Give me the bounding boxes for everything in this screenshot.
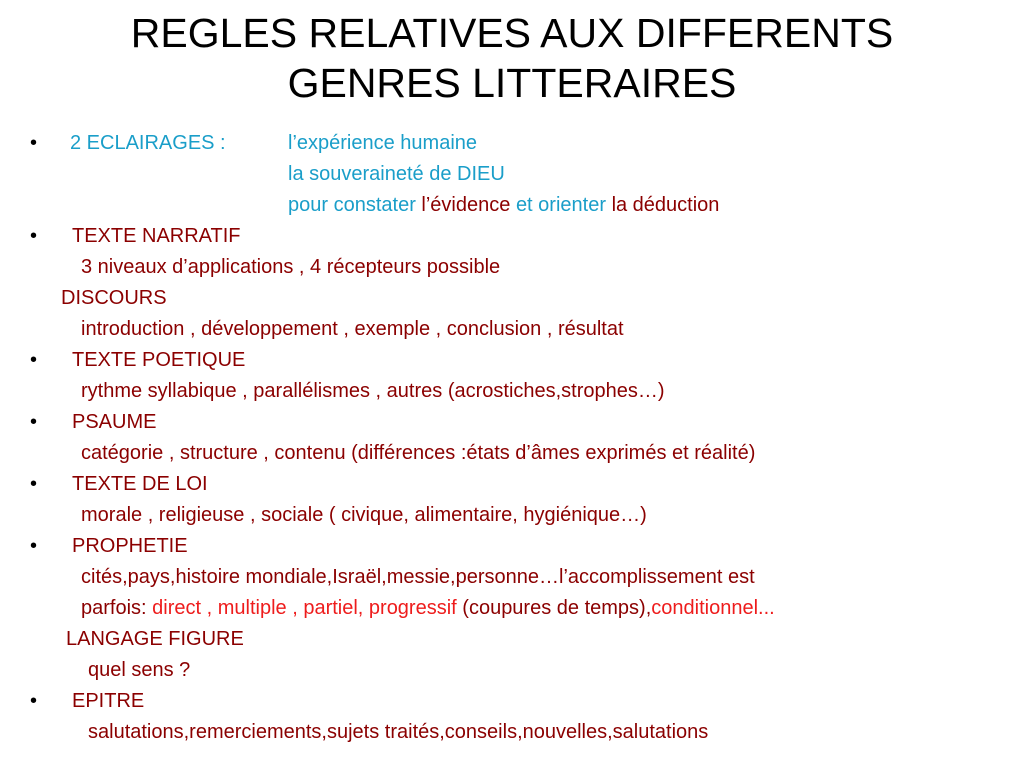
prophetie-detail-2-part-1: parfois: — [81, 597, 147, 619]
poetique-detail: rythme syllabique , parallélismes , autres (acrostiches,strophes…) — [81, 380, 665, 402]
title-line-2: GENRES LITTERAIRES — [287, 60, 737, 106]
purpose-part-4: la déduction — [611, 194, 720, 216]
prophetie-detail-1: cités,pays,histoire mondiale,Israël,messie,personne…l’accomplissement est — [81, 566, 755, 588]
narratif-heading: TEXTE NARRATIF — [72, 225, 241, 247]
langage-detail: quel sens ? — [88, 659, 191, 681]
prophetie-detail-2-part-4: conditionnel... — [651, 597, 775, 619]
psaume-heading: PSAUME — [72, 411, 157, 433]
bullet-epitre: • — [30, 690, 38, 712]
purpose-part-1: pour constater — [288, 194, 416, 216]
discours-heading: DISCOURS — [61, 287, 167, 309]
bullet-loi: • — [30, 473, 38, 495]
eclairages-label: 2 ECLAIRAGES : — [70, 132, 226, 154]
loi-heading: TEXTE DE LOI — [72, 473, 208, 495]
bullet-eclairages: • — [30, 132, 38, 154]
psaume-detail: catégorie , structure , contenu (différences :états d’âmes exprimés et réalité) — [81, 442, 756, 464]
purpose-part-2: l’évidence — [421, 194, 511, 216]
slide-title — [0, 8, 1024, 108]
purpose-part-3: et orienter — [515, 194, 606, 216]
bullet-poetique: • — [30, 349, 38, 371]
eclairages-purpose — [288, 193, 719, 217]
bullet-narratif: • — [30, 225, 38, 247]
eclairages-item-1: l’expérience humaine — [288, 132, 478, 154]
langage-heading: LANGAGE FIGURE — [66, 628, 244, 650]
prophetie-detail-2 — [81, 596, 775, 620]
prophetie-detail-2-part-2: direct , multiple , partiel, progressif — [152, 597, 457, 619]
bullet-psaume: • — [30, 411, 38, 433]
prophetie-heading: PROPHETIE — [72, 535, 188, 557]
title-line-1: REGLES RELATIVES AUX DIFFERENTS — [130, 10, 894, 56]
loi-detail: morale , religieuse , sociale ( civique, alimentaire, hygiénique…) — [81, 504, 647, 526]
prophetie-detail-2-part-3: (coupures de temps), — [462, 597, 652, 619]
epitre-detail: salutations,remerciements,sujets traités,conseils,nouvelles,salutations — [88, 721, 709, 743]
epitre-heading: EPITRE — [72, 690, 145, 712]
discours-detail: introduction , développement , exemple , conclusion , résultat — [81, 318, 624, 340]
narratif-detail: 3 niveaux d’applications , 4 récepteurs possible — [81, 256, 501, 278]
poetique-heading: TEXTE POETIQUE — [72, 349, 246, 371]
bullet-prophetie: • — [30, 535, 38, 557]
eclairages-item-2: la souveraineté de DIEU — [288, 163, 505, 185]
